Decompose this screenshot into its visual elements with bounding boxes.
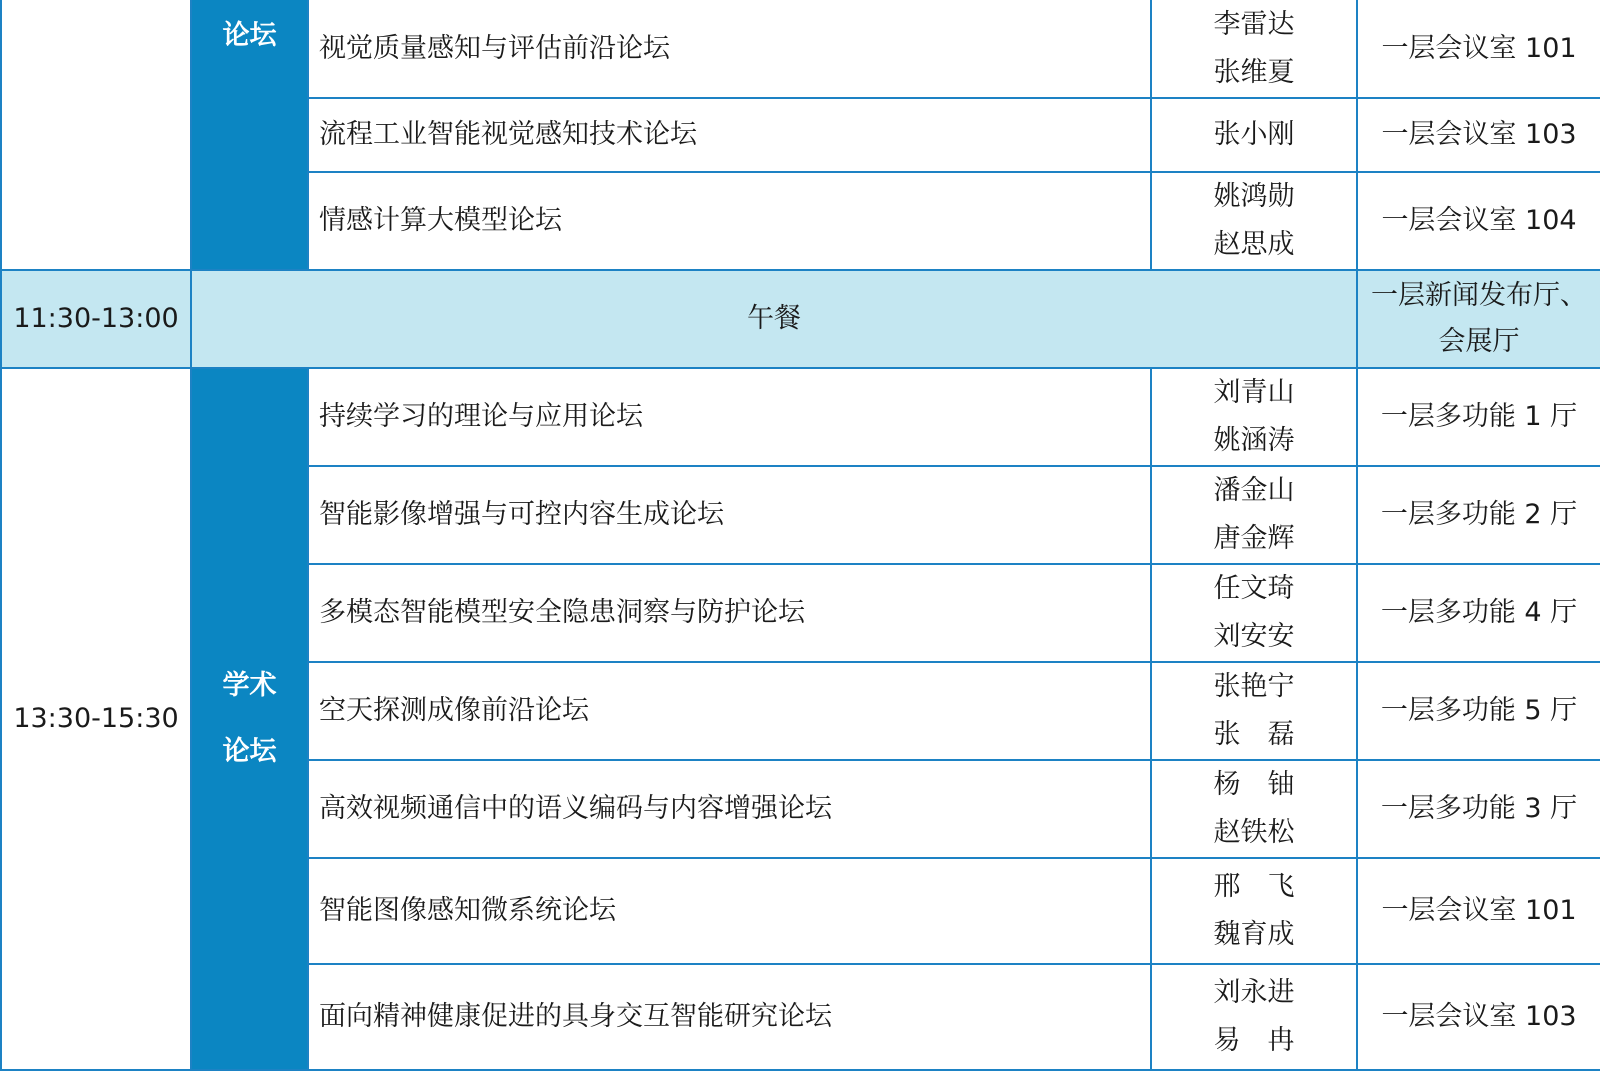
table-row (1, 0, 1600, 98)
session-time: 13:30-15:30 (1, 368, 191, 1070)
time-cell-empty (1, 0, 191, 270)
chair-name: 李雷达 (1213, 8, 1295, 40)
forum-chairs (1151, 172, 1357, 270)
forum-chairs (1151, 760, 1357, 858)
chair-name: 唐金辉 (1213, 523, 1295, 554)
chair-name: 张艳宁 (1213, 671, 1295, 702)
forum-chairs (1151, 98, 1357, 172)
forum-chairs (1151, 964, 1357, 1070)
forum-room: 一层会议室 104 (1357, 172, 1600, 270)
forum-room: 一层多功能 4 厅 (1357, 564, 1600, 662)
lunch-room (1357, 270, 1600, 368)
forum-name: 高效视频通信中的语义编码与内容增强论坛 (308, 760, 1151, 858)
lunch-room-line: 一层新闻发布厅、 (1371, 280, 1587, 311)
forum-room: 一层多功能 3 厅 (1357, 760, 1600, 858)
chair-name: 刘安安 (1213, 621, 1295, 652)
forum-room: 一层多功能 5 厅 (1357, 662, 1600, 760)
session-type-label: 论坛 (222, 20, 277, 51)
forum-chairs (1151, 368, 1357, 466)
chair-name: 魏育成 (1213, 919, 1295, 950)
lunch-time: 11:30-13:00 (1, 270, 191, 368)
forum-room: 一层多功能 1 厅 (1357, 368, 1600, 466)
forum-room: 一层会议室 101 (1357, 858, 1600, 964)
chair-name: 赵思成 (1213, 229, 1295, 260)
chair-name: 杨 铀 (1213, 769, 1295, 800)
lunch-row (1, 270, 1600, 368)
forum-chairs (1151, 564, 1357, 662)
forum-name: 多模态智能模型安全隐患洞察与防护论坛 (308, 564, 1151, 662)
forum-name: 智能影像增强与可控内容生成论坛 (308, 466, 1151, 564)
chair-name: 张小刚 (1213, 119, 1295, 150)
chair-name: 刘永进 (1213, 977, 1295, 1008)
forum-room: 一层会议室 103 (1357, 98, 1600, 172)
chair-name: 张维夏 (1213, 56, 1295, 88)
forum-room: 一层会议室 103 (1357, 964, 1600, 1070)
session-type-label: 学术 (222, 670, 277, 701)
lunch-title: 午餐 (191, 270, 1357, 368)
lunch-room-line: 会展厅 (1438, 326, 1520, 357)
chair-name: 任文琦 (1213, 573, 1295, 604)
chair-name: 姚鸿勋 (1213, 181, 1295, 212)
chair-name: 刘青山 (1213, 377, 1295, 408)
forum-chairs (1151, 662, 1357, 760)
forum-name: 视觉质量感知与评估前沿论坛 (308, 0, 1151, 98)
forum-name: 持续学习的理论与应用论坛 (308, 368, 1151, 466)
table-row (1, 368, 1600, 466)
forum-room: 一层多功能 2 厅 (1357, 466, 1600, 564)
forum-name: 情感计算大模型论坛 (308, 172, 1151, 270)
chair-name: 潘金山 (1213, 475, 1295, 506)
chair-name: 邢 飞 (1213, 871, 1295, 902)
forum-chairs (1151, 0, 1357, 98)
forum-chairs (1151, 466, 1357, 564)
session-type-cell (191, 0, 308, 270)
forum-name: 智能图像感知微系统论坛 (308, 858, 1151, 964)
forum-room: 一层会议室 101 (1357, 0, 1600, 98)
chair-name: 张 磊 (1213, 719, 1295, 750)
forum-name: 面向精神健康促进的具身交互智能研究论坛 (308, 964, 1151, 1070)
chair-name: 姚涵涛 (1213, 425, 1295, 456)
session-type-cell (191, 368, 308, 1070)
chair-name: 易 冉 (1213, 1025, 1295, 1056)
chair-name: 赵铁松 (1213, 817, 1295, 848)
session-type-label: 论坛 (222, 736, 277, 767)
forum-chairs (1151, 858, 1357, 964)
forum-name: 空天探测成像前沿论坛 (308, 662, 1151, 760)
forum-name: 流程工业智能视觉感知技术论坛 (308, 98, 1151, 172)
